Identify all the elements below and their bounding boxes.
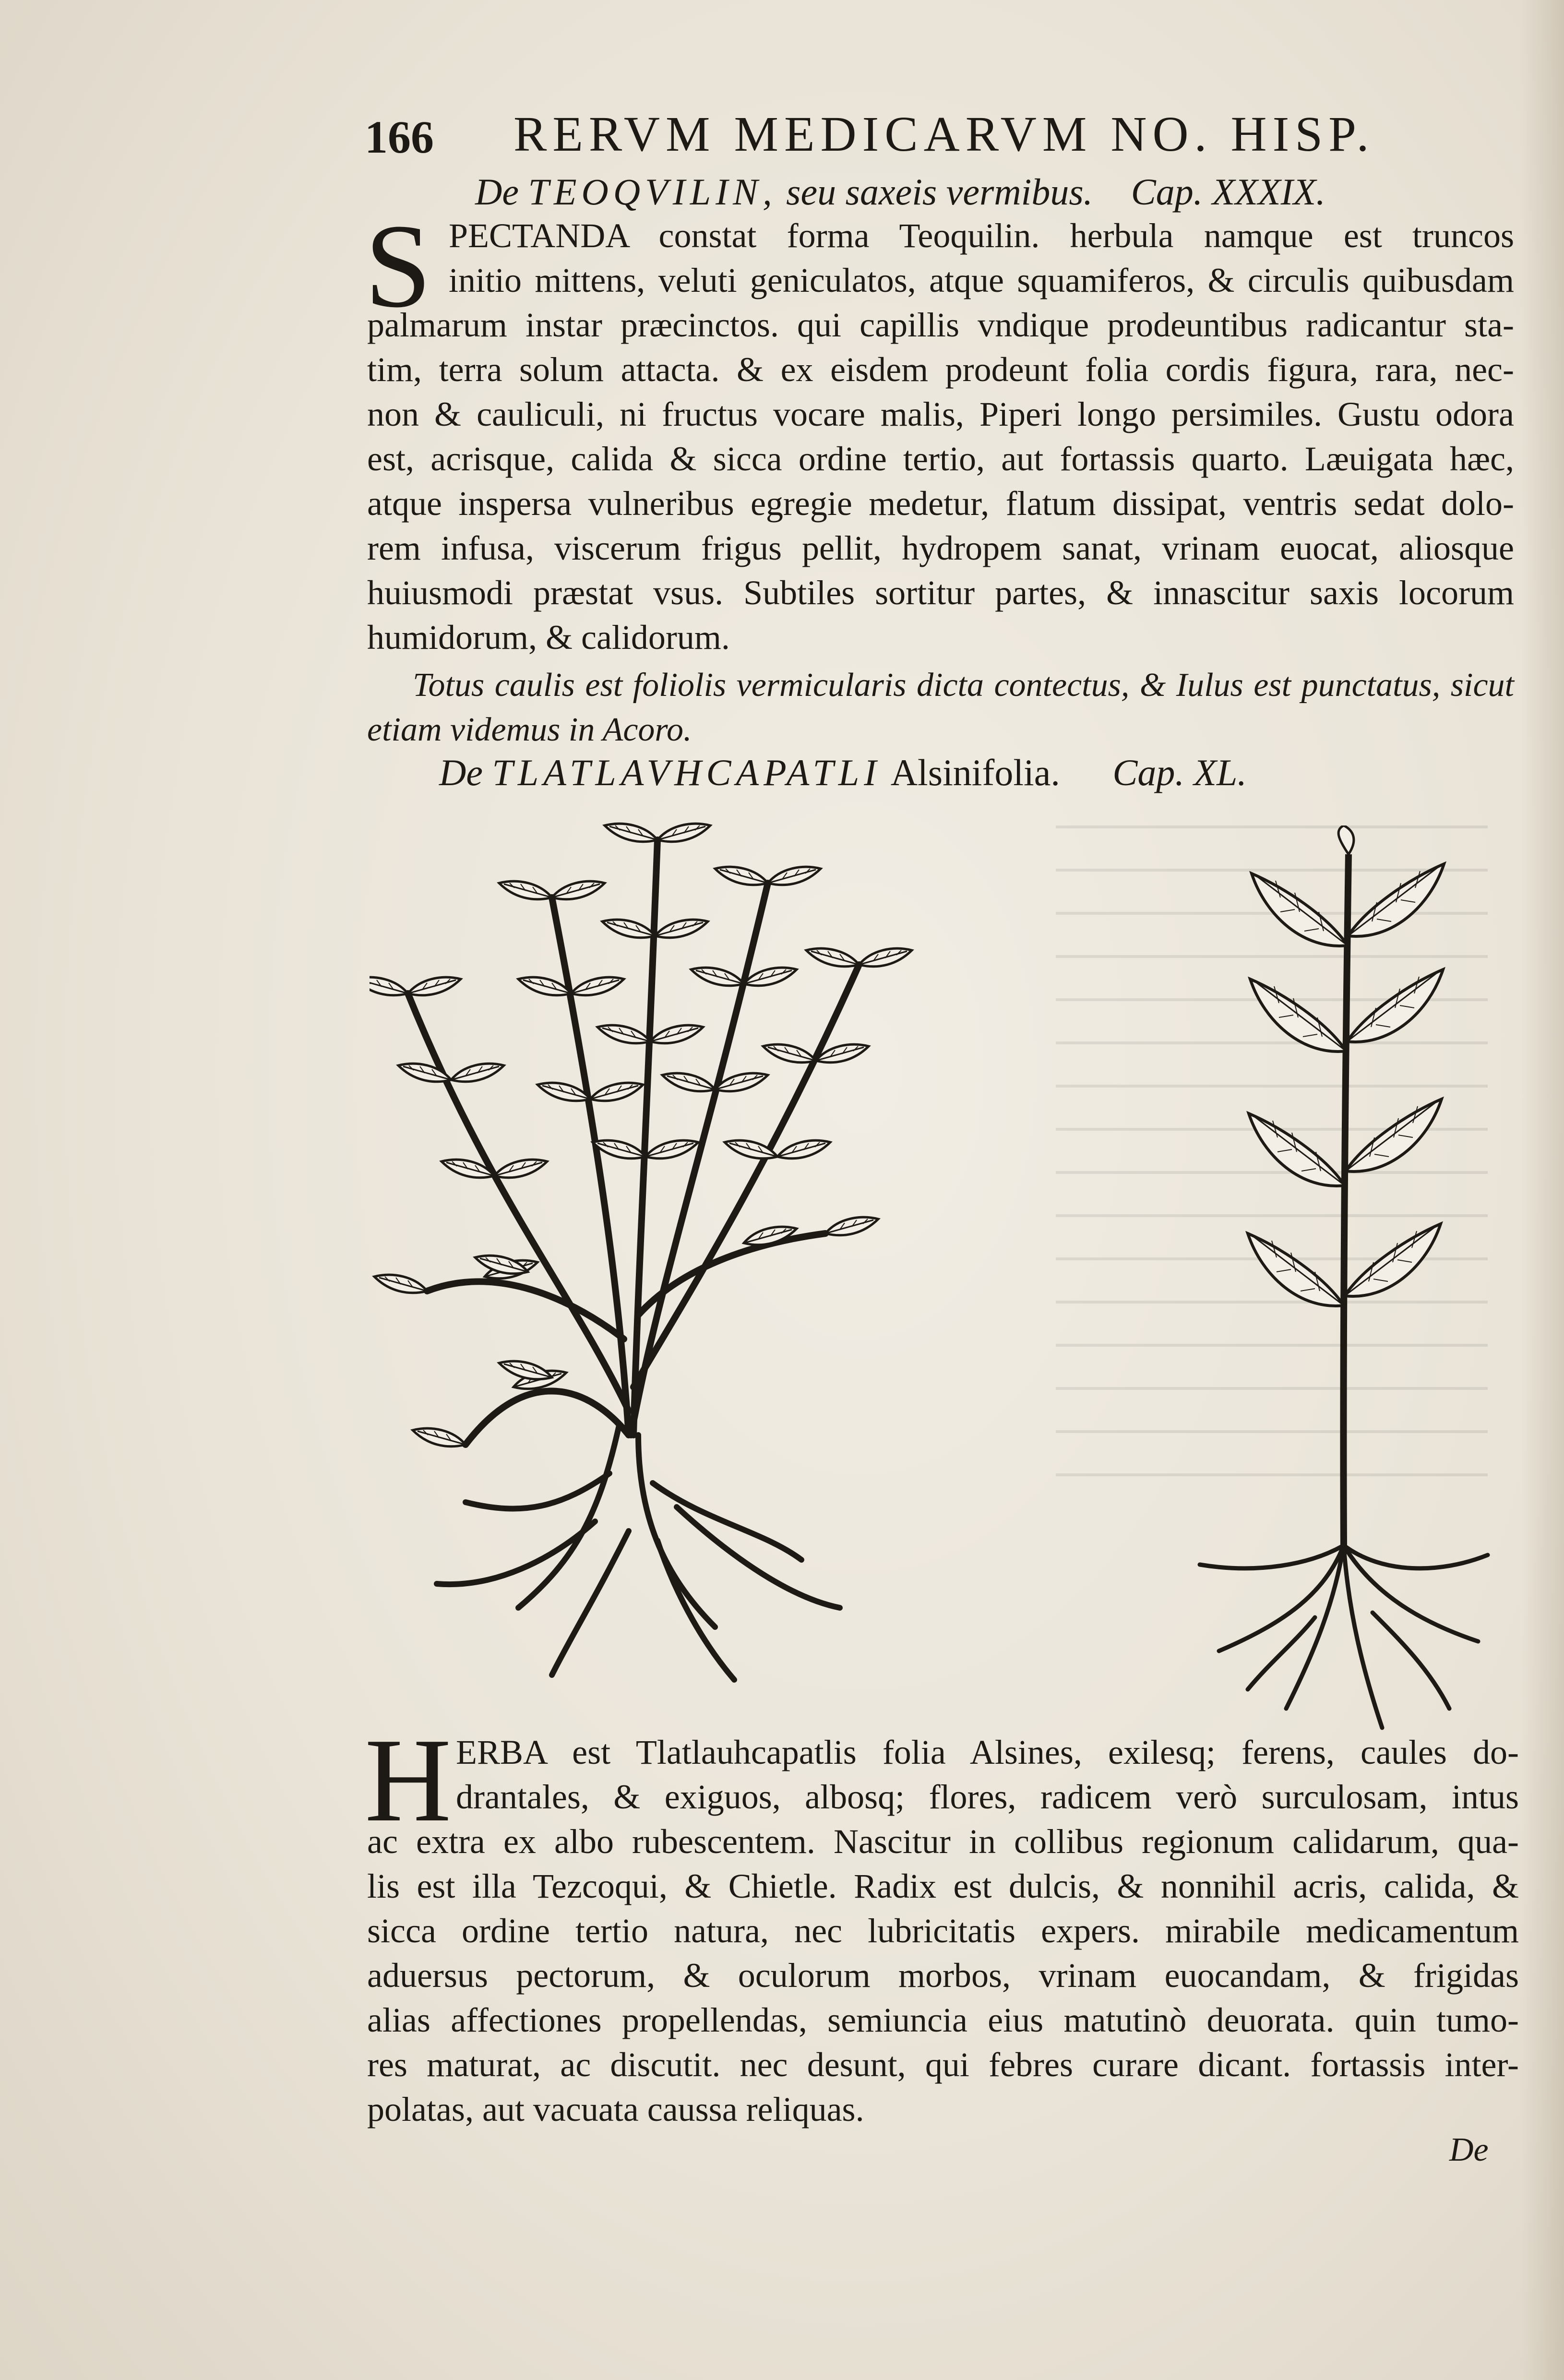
heading-de: De [439,752,483,793]
woodcut-bush-illustration [370,811,921,1699]
drop-cap-h: H [365,1714,452,1847]
note-line: Totus caulis est foliolis vermicularis dicta contectus, & Iulus est punctatus, sicut [413,667,1514,704]
heading-chapter-number: Cap. XXXIX. [1131,171,1325,213]
text-line: polatas, aut vacuata caussa reliquas. [367,2090,864,2129]
text-line: tim, terra solum attacta. & ex eisdem prodeunt folia cordis figura, rara, nec- [367,350,1514,389]
heading-plant-name: TLATLAVHCAPATLI [492,752,882,793]
drop-cap-s: S [365,200,432,333]
heading-subtitle: seu saxeis vermibus. [786,171,1093,213]
text-line: PECTANDA constat forma Teoquilin. herbula namque est truncos [449,216,1514,255]
chapter-39-heading [475,170,1325,214]
woodcut-upright-plant-illustration [1190,825,1497,1737]
text-line: alias affectiones propellendas, semiuncia eius matutinò deuorata. quin tumo- [367,2001,1519,2039]
text-line: ac extra ex albo rubescentem. Nascitur in collibus regionum calidarum, qua- [367,1822,1519,1861]
running-head [365,101,1497,163]
chapter-39-note [367,662,1514,752]
text-line: est, acrisque, calida & sicca ordine tertio, aut fortassis quarto. Læuigata hæc, [367,440,1514,478]
running-title: RERVM MEDICARVM NO. HISP. [513,107,1375,162]
text-line: palmarum instar præcinctos. qui capillis vndique prodeuntibus radicantur sta- [367,306,1514,344]
heading-chapter-number: Cap. XL. [1112,752,1247,793]
chapter-39-paragraph [365,200,1514,660]
text-line: drantales, & exiguos, albosq; flores, radicem verò surculosam, intus [456,1778,1519,1816]
text-line: huiusmodi præstat vsus. Subtiles sortitur partes, & innascitur saxis locorum [367,574,1514,612]
heading-plant-name: TEOQVILIN, [528,171,777,213]
chapter-40-paragraph [365,1714,1519,2132]
chapter-40-heading [439,751,1247,794]
text-line: sicca ordine tertio natura, nec lubricitatis expers. mirabile medicamentum [367,1912,1519,1950]
text-line: aduersus pectorum, & oculorum morbos, vrinam euocandam, & frigidas [367,1956,1519,1995]
heading-de: De [475,171,519,213]
text-line: rem infusa, viscerum frigus pellit, hydropem sanat, vrinam euocat, aliosque [367,529,1514,567]
text-line: atque inspersa vulneribus egregie medetur, flatum dissipat, ventris sedat dolo- [367,484,1514,523]
text-line: res maturat, ac discutit. nec desunt, qui febres curare dicant. fortassis inter- [367,2045,1519,2084]
text-line: humidorum, & calidorum. [367,618,730,657]
page-gutter-shadow [1521,0,1564,2380]
text-line: lis est illa Tezcoqui, & Chietle. Radix est dulcis, & nonnihil acris, calida, & [367,1867,1519,1905]
text-line: non & cauliculi, ni fructus vocare malis, Piperi longo persimiles. Gustu odora [367,395,1514,433]
catchword: De [1449,2131,1489,2168]
page-number: 166 [365,111,434,163]
note-line: etiam videmus in Acoro. [367,711,692,748]
text-line: ERBA est Tlatlauhcapatlis folia Alsines, exilesq; ferens, caules do- [456,1733,1519,1771]
text-line: initio mittens, veluti geniculatos, atque squamiferos, & circulis quibusdam [449,261,1514,299]
heading-subtitle: Alsinifolia. [890,752,1060,793]
